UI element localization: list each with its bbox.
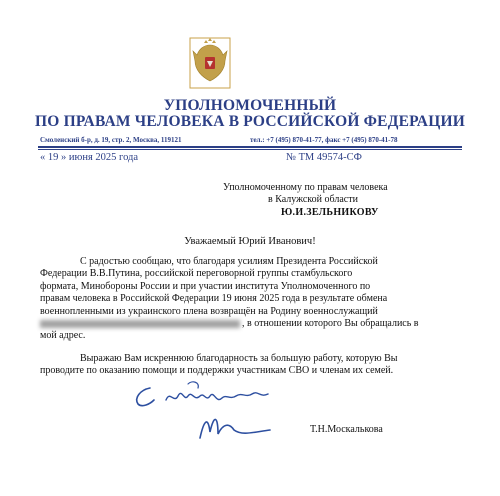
- org-phones: тел.: +7 (495) 870-41-77, факс +7 (495) 870-41-78: [250, 136, 398, 144]
- body-line: мой адрес.: [40, 330, 86, 342]
- body-line: Выражаю Вам искреннюю благодарность за большую работу, которую Вы: [80, 352, 398, 364]
- addressee-line2: в Калужской области: [268, 194, 358, 206]
- signatory-name: Т.Н.Москалькова: [310, 424, 383, 435]
- body-line: проводите по оказанию помощи и поддержки участникам СВО и членам их семей.: [40, 365, 394, 377]
- org-title-line2: ПО ПРАВАМ ЧЕЛОВЕКА В РОССИЙСКОЙ ФЕДЕРАЦИИ: [35, 113, 465, 130]
- addressee-line1: Уполномоченному по правам человека: [223, 182, 388, 193]
- greeting: Уважаемый Юрий Иванович!: [184, 236, 316, 247]
- header-rule-thick: [38, 146, 462, 148]
- addressee-block: [223, 182, 388, 219]
- letter-body: [40, 256, 460, 378]
- body-line: правам человека в Российской Федерации 19 июня 2025 года в результате обмена: [40, 293, 388, 305]
- coat-of-arms-emblem: [189, 37, 231, 89]
- body-line: формата, Минобороны России и при участии института Уполномоченного по: [40, 280, 371, 292]
- addressee-name: Ю.И.ЗЕЛЬНИКОВУ: [281, 206, 379, 218]
- org-address: Смоленский б-р, д. 19, стр. 2, Москва, 119121: [40, 136, 182, 144]
- header-rule-thin: [38, 149, 462, 150]
- body-line: военнопленными из украинского плена возвращён на Родину военнослужащий: [40, 305, 378, 317]
- body-line: Федерации В.В.Путина, российской переговорной группы стамбульского: [40, 268, 353, 280]
- org-title-line1: УПОЛНОМОЧЕННЫЙ: [163, 97, 337, 114]
- handwritten-signature: [130, 380, 300, 446]
- letter-date: « 19 » июня 2025 года: [40, 152, 139, 163]
- registration-number: № ТМ 49574-СФ: [286, 152, 362, 163]
- body-paragraph-1: [40, 256, 460, 343]
- body-line-redacted: , в отношении которого Вы обращались в: [40, 318, 460, 330]
- body-paragraph-2: [40, 353, 460, 378]
- body-line: С радостью сообщаю, что благодаря усилиям Президента Российской: [80, 256, 378, 267]
- redacted-name: [40, 320, 240, 328]
